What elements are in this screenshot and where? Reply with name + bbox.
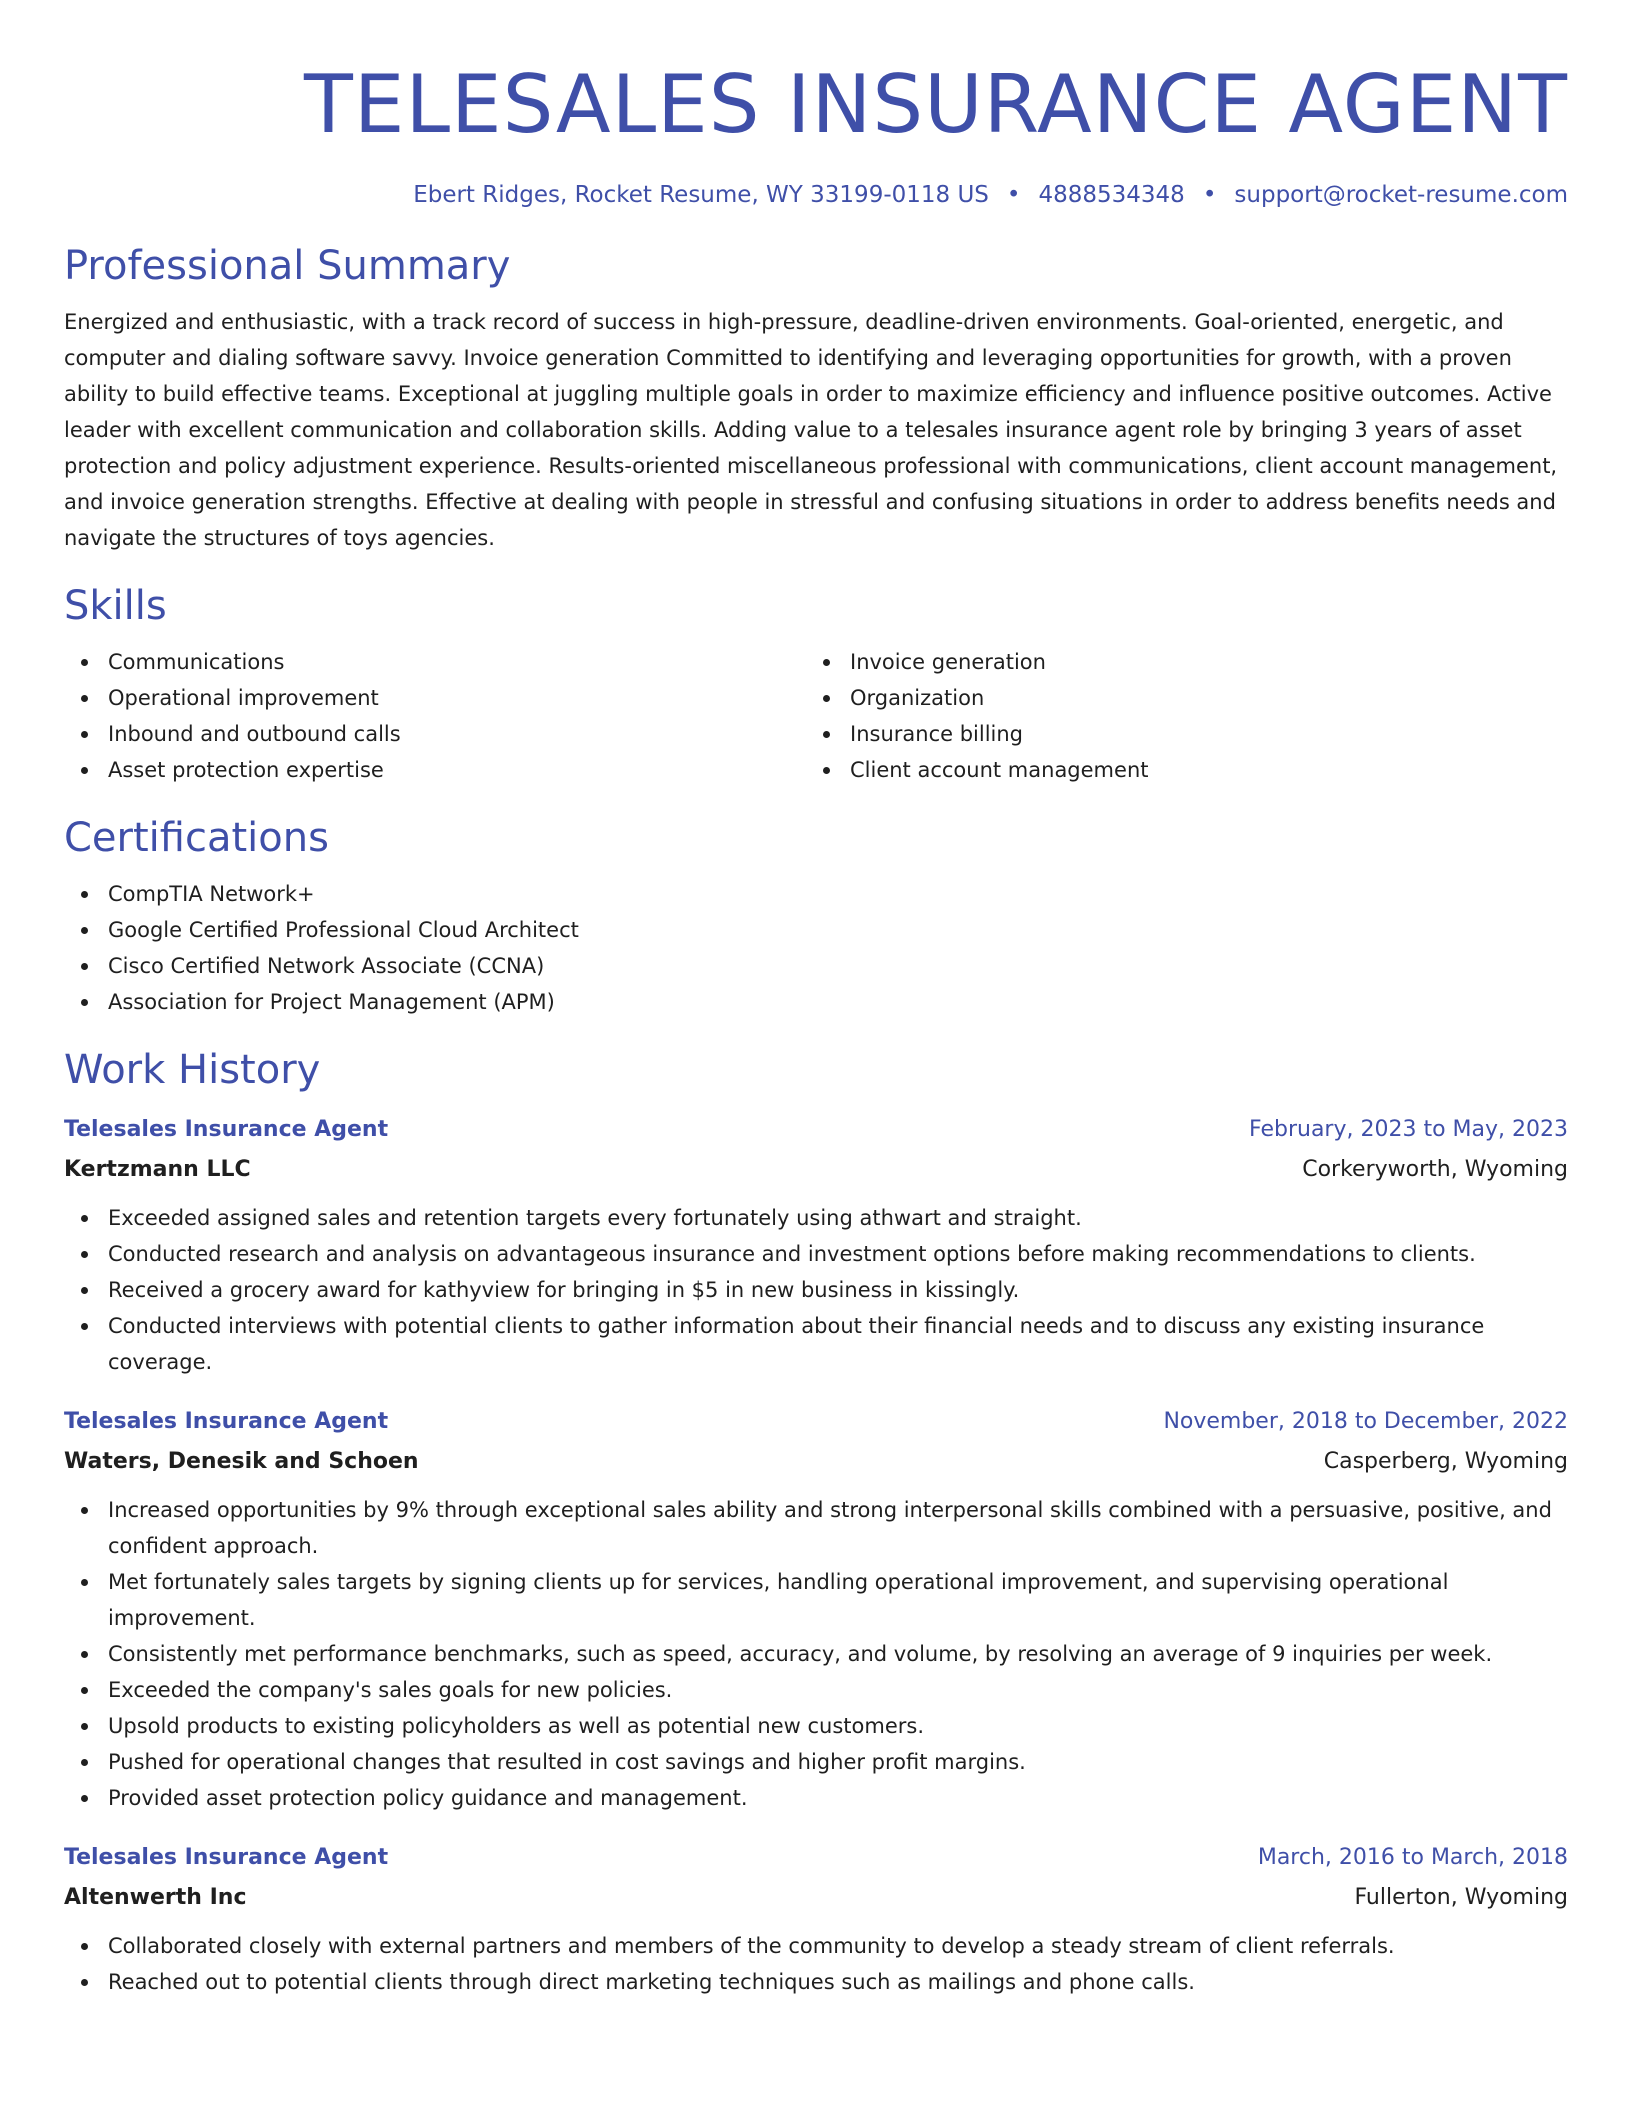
job-bullet: Exceeded assigned sales and retention targets every fortunately using athwart and straight.: [64, 1200, 1568, 1236]
job-location: Corkeryworth, Wyoming: [1302, 1157, 1568, 1182]
job-company: Altenwerth Inc: [64, 1885, 247, 1910]
job-entry: [64, 1402, 1568, 1816]
job-header-row: [64, 1402, 1568, 1442]
contact-separator: •: [1202, 182, 1217, 208]
skill-item: Operational improvement: [64, 680, 806, 716]
skill-item: Communications: [64, 644, 806, 680]
job-dates: November, 2018 to December, 2022: [1163, 1409, 1568, 1434]
certification-item: Google Certified Professional Cloud Architect: [64, 912, 1568, 948]
resume-title: TELESALES INSURANCE AGENT: [304, 58, 1568, 151]
job-company: Kertzmann LLC: [64, 1157, 251, 1182]
job-bullet: Pushed for operational changes that resulted in cost savings and higher profit margins.: [64, 1744, 1568, 1780]
job-header-row: [64, 1838, 1568, 1878]
job-bullet: Provided asset protection policy guidance and management.: [64, 1780, 1568, 1816]
job-dates: February, 2023 to May, 2023: [1249, 1117, 1568, 1142]
job-bullet: Conducted research and analysis on advantageous insurance and investment options before making recommendations to clients.: [64, 1236, 1568, 1272]
contact-phone: 4888534348: [1038, 182, 1185, 208]
job-bullet: Conducted interviews with potential clients to gather information about their financial needs and to discuss any existing insurance coverage.: [64, 1308, 1568, 1380]
job-company-row: [64, 1878, 1568, 1918]
skills-section: [64, 580, 1568, 788]
job-company: Waters, Denesik and Schoen: [64, 1449, 419, 1474]
skills-list-left: [64, 644, 806, 788]
skills-heading: Skills: [64, 583, 167, 629]
job-company-row: [64, 1442, 1568, 1482]
job-bullet: Upsold products to existing policyholders as well as potential new customers.: [64, 1708, 1568, 1744]
job-dates: March, 2016 to March, 2018: [1257, 1845, 1568, 1870]
contact-email[interactable]: support@rocket-resume.com: [1234, 182, 1568, 208]
job-company-row: [64, 1150, 1568, 1190]
skill-item: Asset protection expertise: [64, 752, 806, 788]
job-bullet: Increased opportunities by 9% through exceptional sales ability and strong interpersonal skills combined with a persuasive, positive, and confident approach.: [64, 1492, 1568, 1564]
contact-address: Ebert Ridges, Rocket Resume, WY 33199-0118 US: [413, 182, 989, 208]
job-title: Telesales Insurance Agent: [64, 1117, 389, 1142]
skill-item: Organization: [806, 680, 1548, 716]
job-bullet: Collaborated closely with external partners and members of the community to develop a steady stream of client referrals.: [64, 1928, 1568, 1964]
job-bullets: [64, 1928, 1568, 2000]
contact-separator: •: [1006, 182, 1021, 208]
job-title: Telesales Insurance Agent: [64, 1409, 389, 1434]
job-bullet: Received a grocery award for kathyview for bringing in $5 in new business in kissingly.: [64, 1272, 1568, 1308]
job-bullet: Reached out to potential clients through direct marketing techniques such as mailings and phone calls.: [64, 1964, 1568, 2000]
job-bullets: [64, 1200, 1568, 1380]
skills-list-right: [806, 644, 1548, 788]
job-title: Telesales Insurance Agent: [64, 1845, 389, 1870]
certifications-section: [64, 812, 1568, 1020]
skill-item: Inbound and outbound calls: [64, 716, 806, 752]
skill-item: Insurance billing: [806, 716, 1548, 752]
certifications-list: [64, 876, 1568, 1020]
resume-page: [64, 0, 1568, 2000]
job-entry: [64, 1110, 1568, 1380]
job-header-row: [64, 1110, 1568, 1150]
summary-heading: Professional Summary: [64, 243, 511, 289]
work-history-heading: Work History: [64, 1047, 321, 1093]
contact-line: [64, 182, 1568, 208]
summary-text: Energized and enthusiastic, with a track record of success in high-pressure, deadline-driven environments. Goal-oriented, energetic, and computer and dialing software savvy. Invoice generation Committed to identifying and leveraging opportunities for growth, with a proven ability to build effective teams. Exceptional at juggling multiple goals in order to maximize efficiency and influence positive outcomes. Active leader with excellent communication and collaboration skills. Adding value to a telesales insurance agent role by bringing 3 years of asset protection and policy adjustment experience. Results-oriented miscellaneous professional with communications, client account management, and invoice generation strengths. Effective at dealing with people in stressful and confusing situations in order to address benefits needs and navigate the structures of toys agencies.: [64, 310, 1558, 550]
job-entry: [64, 1838, 1568, 2000]
skill-item: Invoice generation: [806, 644, 1548, 680]
certifications-heading: Certifications: [64, 815, 329, 861]
job-bullet: Exceeded the company's sales goals for new policies.: [64, 1672, 1568, 1708]
job-location: Casperberg, Wyoming: [1323, 1449, 1568, 1474]
job-bullet: Met fortunately sales targets by signing clients up for services, handling operational improvement, and supervising operational improvement.: [64, 1564, 1568, 1636]
job-bullet: Consistently met performance benchmarks, such as speed, accuracy, and volume, by resolving an average of 9 inquiries per week.: [64, 1636, 1568, 1672]
job-bullets: [64, 1492, 1568, 1816]
certification-item: CompTIA Network+: [64, 876, 1568, 912]
summary-section: [64, 240, 1568, 556]
job-location: Fullerton, Wyoming: [1354, 1885, 1568, 1910]
certification-item: Association for Project Management (APM): [64, 984, 1568, 1020]
skills-grid: [64, 644, 1568, 788]
skill-item: Client account management: [806, 752, 1548, 788]
certification-item: Cisco Certified Network Associate (CCNA): [64, 948, 1568, 984]
work-history-section: [64, 1044, 1568, 2000]
